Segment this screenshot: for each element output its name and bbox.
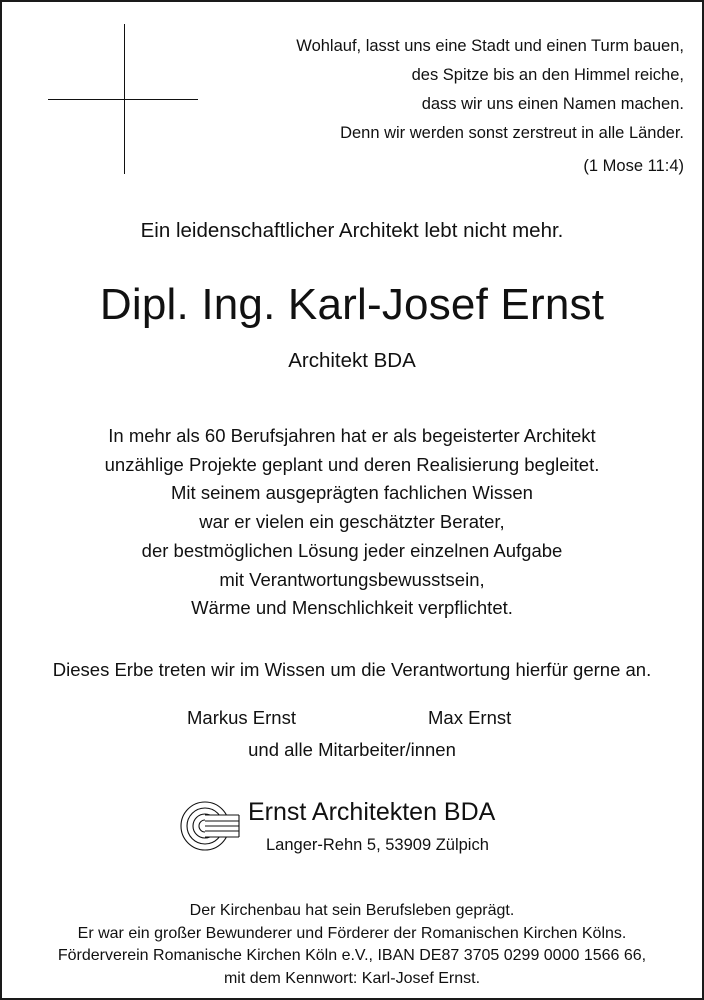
tribute-line: unzählige Projekte geplant und deren Realisierung begleitet.	[104, 453, 600, 475]
signature-max-ernst: Max Ernst	[428, 707, 512, 728]
signature-staff: und alle Mitarbeiter/innen	[248, 739, 456, 760]
donation-note	[2, 900, 702, 990]
deceased-name: Dipl. Ing. Karl-Josef Ernst	[99, 280, 605, 329]
tribute-text	[2, 422, 702, 623]
deceased-title: Architekt BDA	[288, 349, 416, 372]
footer-line: mit dem Kennwort: Karl-Josef Ernst.	[223, 969, 481, 987]
intro-text: Ein leidenschaftlicher Architekt lebt nicht mehr.	[140, 219, 564, 242]
verse-line: Denn wir werden sonst zerstreut in alle Länder.	[340, 124, 684, 142]
footer-line: Er war ein großer Bewunderer und Förderer der Romanischen Kirchen Kölns.	[77, 924, 627, 942]
verse-line: dass wir uns einen Namen machen.	[421, 95, 684, 113]
firm-name: Ernst Architekten BDA	[248, 798, 496, 826]
tribute-line: der bestmöglichen Lösung jeder einzelnen Aufgabe	[141, 539, 563, 561]
verse-line: des Spitze bis an den Himmel reiche,	[411, 66, 684, 84]
verse-line: Wohlauf, lasst uns eine Stadt und einen Turm bauen,	[296, 37, 684, 55]
bible-verse	[244, 32, 684, 148]
signature-markus-ernst: Markus Ernst	[187, 707, 296, 728]
ernst-architekten-logo-icon	[179, 800, 241, 852]
footer-line: Förderverein Romanische Kirchen Köln e.V., IBAN DE87 3705 0299 0000 1566 66,	[57, 947, 647, 964]
footer-line: Der Kirchenbau hat sein Berufsleben geprägt.	[189, 902, 515, 919]
tribute-line: Wärme und Menschlichkeit verpflichtet.	[191, 597, 513, 619]
verse-reference: (1 Mose 11:4)	[583, 157, 684, 175]
firm-address: Langer-Rehn 5, 53909 Zülpich	[266, 836, 489, 854]
tribute-line: war er vielen ein geschätzter Berater,	[199, 511, 505, 533]
cross-horizontal-bar	[48, 99, 198, 100]
tribute-line: mit Verantwortungsbewusstsein,	[219, 568, 485, 590]
tribute-line: In mehr als 60 Berufsjahren hat er als begeisterter Architekt	[108, 425, 596, 446]
legacy-statement: Dieses Erbe treten wir im Wissen um die Verantwortung hierfür gerne an.	[52, 659, 652, 680]
tribute-line: Mit seinem ausgeprägten fachlichen Wissen	[171, 482, 533, 504]
